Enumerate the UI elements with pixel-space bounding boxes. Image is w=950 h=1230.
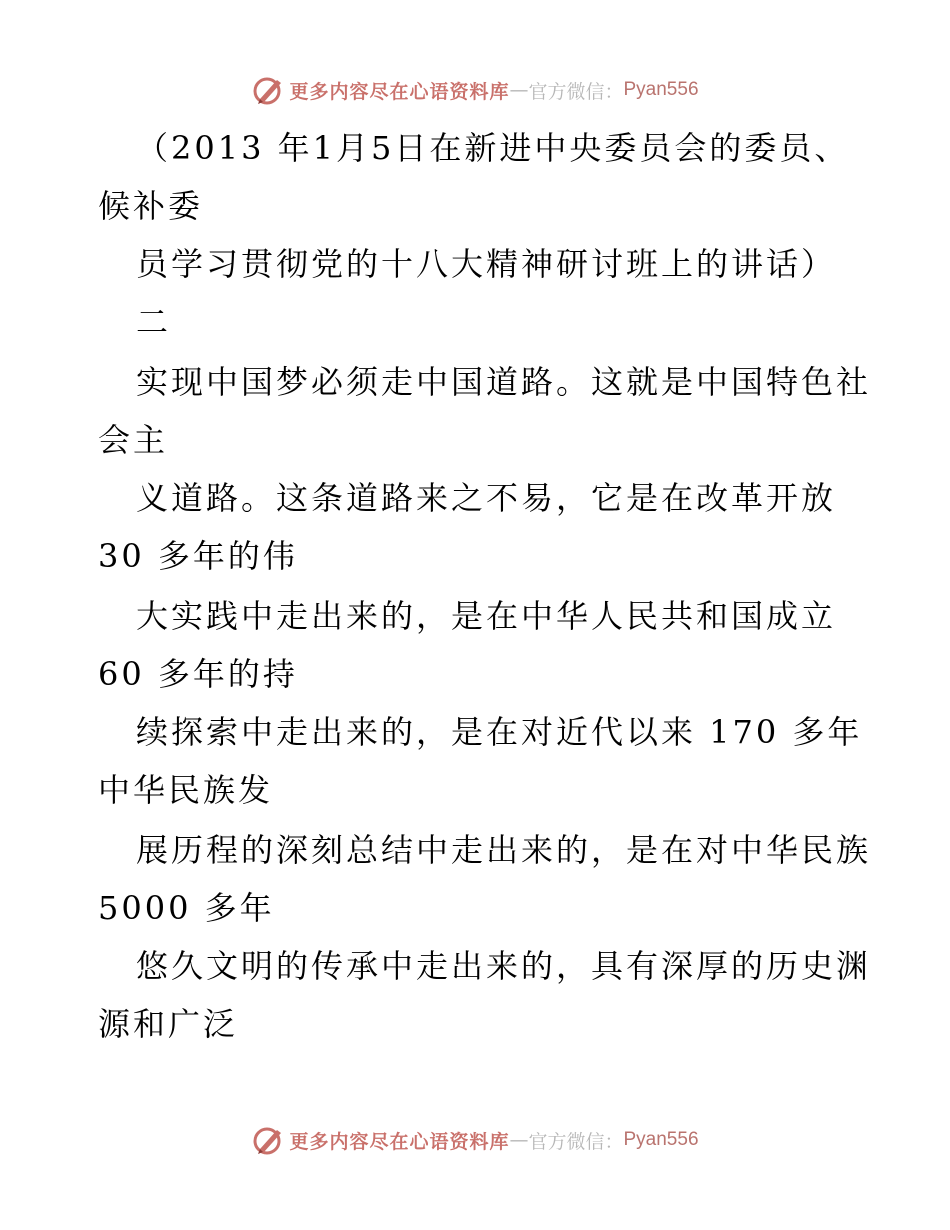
watermark-separator: — (509, 79, 529, 101)
header-watermark (0, 70, 950, 110)
text-line: 60 多年的持 (98, 655, 298, 693)
pen-logo-icon (251, 1123, 285, 1157)
watermark-text: 更多内容尽在心语资料库 (289, 1130, 510, 1153)
watermark-text: 更多内容尽在心语资料库 (289, 80, 510, 103)
text-line: 5000 多年 (98, 889, 275, 927)
text-line: 续探索中走出来的，是在对近代以来 170 多年 (136, 713, 863, 751)
text-line: 30 多年的伟 (98, 537, 298, 575)
watermark-label: 官方微信： (528, 1130, 624, 1153)
text-line: 展历程的深刻总结中走出来的，是在对中华民族 (136, 831, 872, 869)
text-line: 实现中国梦必须走中国道路。这就是中国特色社 (136, 363, 872, 401)
pen-logo-icon (251, 73, 285, 107)
text-line: 义道路。这条道路来之不易，它是在改革开放 (136, 479, 837, 517)
watermark-id: Pyan556 (623, 1129, 699, 1150)
watermark-label: 官方微信： (528, 80, 624, 103)
text-line: 二 (136, 303, 172, 341)
text-line: 候补委 (98, 187, 204, 225)
text-line: 大实践中走出来的，是在中华人民共和国成立 (136, 597, 837, 635)
watermark-id: Pyan556 (623, 79, 699, 100)
text-line: 中华民族发 (98, 771, 274, 809)
text-line: 悠久文明的传承中走出来的，具有深厚的历史渊 (136, 947, 872, 985)
watermark-separator: — (509, 1129, 529, 1151)
text-line: 源和广泛 (98, 1005, 239, 1043)
text-line: 会主 (98, 421, 169, 459)
text-line: （2013 年1月5日在新进中央委员会的委员、 (136, 129, 850, 167)
text-line: 员学习贯彻党的十八大精神研讨班上的讲话） (136, 245, 837, 283)
footer-watermark (0, 1120, 950, 1160)
